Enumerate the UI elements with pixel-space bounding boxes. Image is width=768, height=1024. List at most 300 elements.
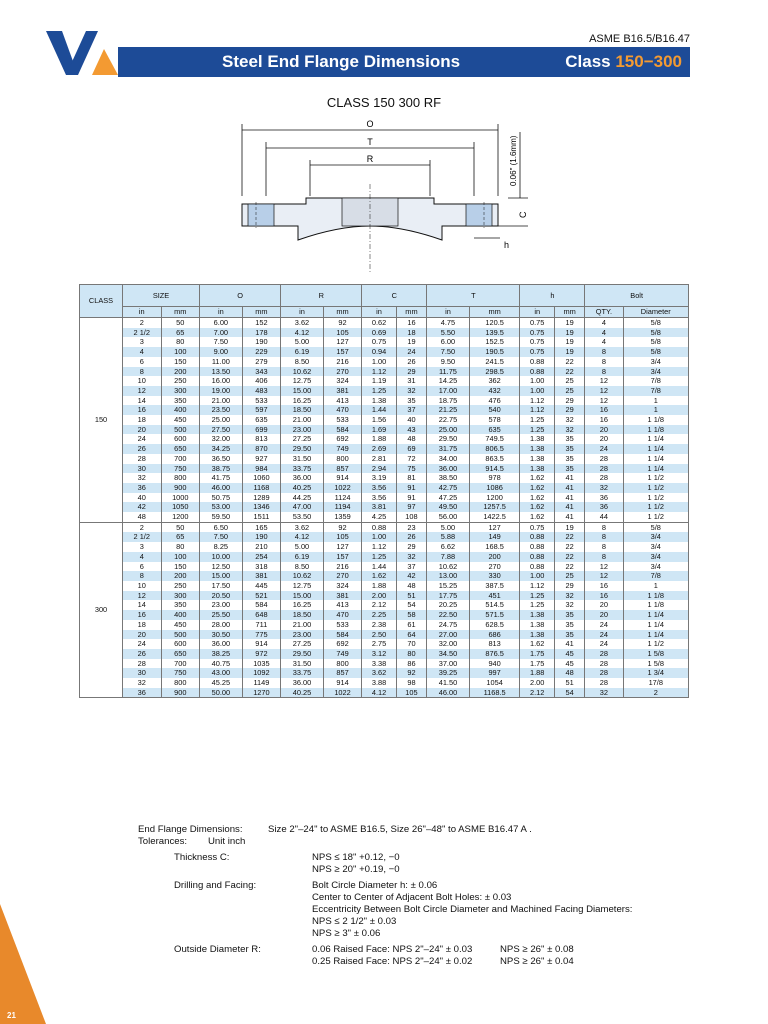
table-cell: 0.75 (520, 347, 554, 357)
table-cell: 2.81 (362, 454, 396, 464)
dim-label-o: O (366, 119, 374, 129)
table-cell: 45 (554, 649, 584, 659)
class-heading (565, 52, 682, 72)
table-cell: 46.00 (427, 688, 470, 698)
table-cell: 3.38 (362, 659, 396, 669)
table-cell: 8.50 (281, 357, 324, 367)
table-cell: 178 (242, 328, 281, 338)
table-cell: 413 (323, 396, 362, 406)
table-cell: 6.19 (281, 552, 324, 562)
table-cell: 533 (323, 620, 362, 630)
table-cell: 21.00 (200, 396, 243, 406)
table-cell: 0.88 (520, 532, 554, 542)
table-cell: 1.62 (520, 483, 554, 493)
table-cell: 8 (585, 367, 623, 377)
table-row (80, 639, 689, 649)
unit-header: Diameter (623, 307, 688, 318)
table-cell: 190.5 (469, 347, 520, 357)
table-cell: 1.00 (362, 532, 396, 542)
table-cell: 40 (396, 415, 426, 425)
table-cell: 20 (585, 425, 623, 435)
table-cell: 650 (161, 444, 200, 454)
table-cell: 16.25 (281, 600, 324, 610)
note-od-1b: NPS ≥ 26" ± 0.08 (500, 944, 574, 955)
table-cell: 1.62 (520, 502, 554, 512)
table-cell: 92 (396, 668, 426, 678)
note-drilling-4: NPS ≤ 2 1/2" ± 0.03 (312, 916, 397, 927)
table-cell: 16 (123, 405, 162, 415)
table-cell: 997 (469, 668, 520, 678)
table-cell: 1 (623, 396, 688, 406)
table-cell: 1.44 (362, 405, 396, 415)
table-cell: 3.12 (362, 649, 396, 659)
table-cell: 50 (161, 522, 200, 532)
table-cell: 750 (161, 668, 200, 678)
unit-header: in (281, 307, 324, 318)
table-cell: 19 (554, 318, 584, 328)
table-cell: 5/8 (623, 337, 688, 347)
table-cell: 98 (396, 678, 426, 688)
table-cell: 50.00 (200, 688, 243, 698)
table-cell: 1.25 (520, 415, 554, 425)
table-cell: 406 (242, 376, 281, 386)
table-cell: 13.00 (427, 571, 470, 581)
table-cell: 80 (161, 337, 200, 347)
table-cell: 64 (396, 630, 426, 640)
table-cell: 571.5 (469, 610, 520, 620)
table-cell: 12 (123, 386, 162, 396)
table-cell: 26 (396, 357, 426, 367)
table-cell: 1.69 (362, 425, 396, 435)
table-cell: 54 (396, 600, 426, 610)
table-cell: 1.38 (520, 464, 554, 474)
table-cell: 7/8 (623, 376, 688, 386)
table-cell: 8 (585, 552, 623, 562)
table-cell: 711 (242, 620, 281, 630)
table-cell: 210 (242, 542, 281, 552)
table-row (80, 434, 689, 444)
table-cell: 5.00 (281, 542, 324, 552)
table-cell: 241.5 (469, 357, 520, 367)
unit-header: mm (554, 307, 584, 318)
table-cell: 44 (585, 512, 623, 522)
col-group-bolt: Bolt (585, 285, 689, 307)
table-cell: 1 (623, 581, 688, 591)
table-cell: 3/4 (623, 357, 688, 367)
table-cell: 298.5 (469, 367, 520, 377)
note-od-2a: 0.25 Raised Face: NPS 2"–24" ± 0.02 (312, 956, 473, 967)
page-number: 21 (7, 1011, 16, 1020)
table-cell: 18.50 (281, 610, 324, 620)
page-title: Steel End Flange Dimensions (222, 52, 461, 71)
table-cell: 15.00 (200, 571, 243, 581)
corner-decoration (0, 904, 46, 1024)
table-cell: 35 (554, 630, 584, 640)
table-cell: 28 (585, 464, 623, 474)
table-cell: 32.00 (427, 639, 470, 649)
table-cell: 91 (396, 493, 426, 503)
table-cell: 5/8 (623, 328, 688, 338)
table-cell: 36.00 (427, 464, 470, 474)
table-cell: 37 (396, 562, 426, 572)
table-cell: 165 (242, 522, 281, 532)
table-cell: 15.00 (281, 591, 324, 601)
table-row (80, 649, 689, 659)
table-cell: 80 (396, 649, 426, 659)
table-cell: 26 (123, 444, 162, 454)
table-cell: 4 (123, 347, 162, 357)
table-cell: 1511 (242, 512, 281, 522)
table-cell: 24 (396, 347, 426, 357)
table-cell: 16 (585, 415, 623, 425)
table-row (80, 542, 689, 552)
table-cell: 20 (585, 434, 623, 444)
table-cell: 20 (585, 610, 623, 620)
table-cell: 190 (242, 337, 281, 347)
table-row (80, 473, 689, 483)
table-cell: 857 (323, 668, 362, 678)
table-row (80, 318, 689, 328)
table-cell: 32.00 (200, 434, 243, 444)
table-cell: 600 (161, 434, 200, 444)
table-cell: 3/4 (623, 367, 688, 377)
table-cell: 3.19 (362, 473, 396, 483)
table-cell: 10.62 (281, 571, 324, 581)
table-cell: 900 (161, 688, 200, 698)
table-cell: 18.75 (427, 396, 470, 406)
table-cell: 32 (396, 386, 426, 396)
table-cell: 1 1/2 (623, 483, 688, 493)
table-cell: 19.00 (200, 386, 243, 396)
table-cell: 100 (161, 552, 200, 562)
table-cell: 1.44 (362, 562, 396, 572)
table-cell: 69 (396, 444, 426, 454)
table-cell: 36.00 (281, 678, 324, 688)
table-cell: 350 (161, 396, 200, 406)
table-cell: 0.88 (520, 357, 554, 367)
table-cell: 23.00 (281, 630, 324, 640)
table-cell: 324 (323, 581, 362, 591)
table-cell: 29 (554, 405, 584, 415)
table-cell: 40.25 (281, 688, 324, 698)
unit-header: mm (469, 307, 520, 318)
table-cell: 23.50 (200, 405, 243, 415)
table-cell: 40.75 (200, 659, 243, 669)
table-cell: 0.88 (520, 542, 554, 552)
table-cell: 42 (123, 502, 162, 512)
table-cell: 4.75 (427, 318, 470, 328)
standard-label: ASME B16.5/B16.47 (589, 33, 690, 45)
table-cell: 650 (161, 649, 200, 659)
figure-title: CLASS 150 300 RF (326, 95, 442, 110)
table-cell: 46.00 (200, 483, 243, 493)
table-cell: 19 (396, 337, 426, 347)
table-cell: 940 (469, 659, 520, 669)
table-cell: 270 (323, 571, 362, 581)
table-cell: 1086 (469, 483, 520, 493)
table-cell: 28 (585, 659, 623, 669)
table-cell: 4 (585, 328, 623, 338)
table-cell: 1194 (323, 502, 362, 512)
table-cell: 972 (242, 649, 281, 659)
table-cell: 150 (161, 357, 200, 367)
unit-header: QTY. (585, 307, 623, 318)
table-cell: 1.19 (362, 376, 396, 386)
table-cell: 29 (396, 367, 426, 377)
table-cell: 300 (161, 591, 200, 601)
table-cell: 12 (585, 571, 623, 581)
table-cell: 343 (242, 367, 281, 377)
table-cell: 19 (554, 337, 584, 347)
table-cell: 24 (585, 620, 623, 630)
table-cell: 1 1/4 (623, 434, 688, 444)
table-cell: 29 (396, 542, 426, 552)
table-cell: 36 (123, 483, 162, 493)
table-cell: 3.56 (362, 483, 396, 493)
table-cell: 584 (323, 425, 362, 435)
table-cell: 6.62 (427, 542, 470, 552)
table-cell: 8.25 (200, 542, 243, 552)
table-cell: 157 (323, 347, 362, 357)
table-cell: 1346 (242, 502, 281, 512)
table-cell: 914 (323, 678, 362, 688)
table-cell: 38.25 (200, 649, 243, 659)
table-cell: 127 (323, 542, 362, 552)
table-cell: 692 (323, 434, 362, 444)
table-cell: 30 (123, 668, 162, 678)
table-cell: 36 (123, 688, 162, 698)
table-cell: 1 1/8 (623, 600, 688, 610)
note-end-flange-label: End Flange Dimensions: (138, 824, 243, 835)
table-cell: 0.75 (520, 337, 554, 347)
table-cell: 41 (554, 639, 584, 649)
table-cell: 3.81 (362, 502, 396, 512)
table-cell: 381 (242, 571, 281, 581)
table-cell: 1.12 (362, 367, 396, 377)
table-cell: 27.50 (200, 425, 243, 435)
table-cell: 32 (585, 483, 623, 493)
table-cell: 4.12 (281, 532, 324, 542)
table-cell: 16 (585, 405, 623, 415)
table-cell: 699 (242, 425, 281, 435)
table-cell: 39.25 (427, 668, 470, 678)
table-cell: 15.00 (281, 386, 324, 396)
table-cell: 1.62 (520, 493, 554, 503)
table-cell: 1.62 (520, 639, 554, 649)
table-cell: 1 1/8 (623, 591, 688, 601)
table-cell: 28 (123, 454, 162, 464)
table-cell: 20 (585, 600, 623, 610)
table-cell: 18 (123, 415, 162, 425)
table-cell: 100 (161, 347, 200, 357)
table-cell: 749 (323, 444, 362, 454)
table-cell: 36 (585, 502, 623, 512)
table-cell: 17.00 (427, 386, 470, 396)
table-cell: 28 (123, 659, 162, 669)
table-cell: 43.00 (200, 668, 243, 678)
table-cell: 19 (554, 522, 584, 532)
table-cell: 35 (554, 464, 584, 474)
table-cell: 700 (161, 454, 200, 464)
table-cell: 6 (123, 562, 162, 572)
table-row (80, 659, 689, 669)
table-cell: 12 (585, 376, 623, 386)
table-cell: 12 (123, 591, 162, 601)
table-cell: 1.25 (362, 386, 396, 396)
table-cell: 47.25 (427, 493, 470, 503)
table-cell: 16 (396, 318, 426, 328)
table-cell: 8 (585, 532, 623, 542)
col-group-o: O (200, 285, 281, 307)
table-cell: 22 (554, 562, 584, 572)
table-cell: 7.50 (200, 532, 243, 542)
table-cell: 32 (123, 473, 162, 483)
table-cell: 800 (161, 473, 200, 483)
table-cell: 35 (554, 444, 584, 454)
table-cell: 105 (323, 328, 362, 338)
note-thickness-label: Thickness C: (174, 852, 230, 863)
table-cell: 2.69 (362, 444, 396, 454)
table-cell: 25.50 (200, 610, 243, 620)
table-cell: 19 (554, 328, 584, 338)
table-cell: 229 (242, 347, 281, 357)
table-cell: 35 (554, 454, 584, 464)
table-cell: 127 (323, 337, 362, 347)
table-cell: 28 (585, 454, 623, 464)
table-cell: 1.38 (520, 610, 554, 620)
table-cell: 6.00 (200, 318, 243, 328)
unit-header: in (362, 307, 396, 318)
table-cell: 0.75 (520, 318, 554, 328)
table-cell: 9.50 (427, 357, 470, 367)
table-cell: 1 1/2 (623, 502, 688, 512)
table-cell: 14 (123, 600, 162, 610)
table-cell: 27.25 (281, 639, 324, 649)
table-cell: 31.50 (281, 659, 324, 669)
table-cell: 250 (161, 376, 200, 386)
table-cell: 37.00 (427, 659, 470, 669)
table-cell: 22 (554, 552, 584, 562)
unit-header: mm (323, 307, 362, 318)
table-cell: 1022 (323, 688, 362, 698)
dim-label-t: T (367, 137, 373, 147)
table-cell: 17.75 (427, 591, 470, 601)
table-cell: 1 1/8 (623, 425, 688, 435)
table-cell: 2.25 (362, 610, 396, 620)
table-cell: 48 (123, 512, 162, 522)
table-cell: 8 (585, 357, 623, 367)
table-cell: 1257.5 (469, 502, 520, 512)
table-row (80, 328, 689, 338)
note-drilling-5: NPS ≥ 3" ± 0.06 (312, 928, 381, 939)
table-cell: 521 (242, 591, 281, 601)
table-cell: 33.75 (281, 464, 324, 474)
table-cell: 12 (585, 562, 623, 572)
table-cell: 900 (161, 483, 200, 493)
table-cell: 80 (161, 542, 200, 552)
table-cell: 533 (323, 415, 362, 425)
table-cell: 381 (323, 591, 362, 601)
table-cell: 10 (123, 581, 162, 591)
table-cell: 254 (242, 552, 281, 562)
table-cell: 28 (585, 473, 623, 483)
table-cell: 22.75 (427, 415, 470, 425)
table-cell: 41.75 (200, 473, 243, 483)
table-cell: 2.12 (362, 600, 396, 610)
table-cell: 16.00 (200, 376, 243, 386)
dim-label-h: h (504, 240, 510, 250)
table-cell: 24 (585, 444, 623, 454)
table-cell: 32 (554, 425, 584, 435)
table-cell: 686 (469, 630, 520, 640)
table-cell: 34.50 (427, 649, 470, 659)
flange-drawing (238, 114, 528, 274)
table-cell: 1.12 (520, 396, 554, 406)
table-row (80, 415, 689, 425)
table-cell: 56.00 (427, 512, 470, 522)
table-cell: 470 (323, 610, 362, 620)
note-unit: Unit inch (208, 836, 246, 847)
table-cell: 51 (396, 591, 426, 601)
table-cell: 800 (323, 454, 362, 464)
table-cell: 927 (242, 454, 281, 464)
table-cell: 2.00 (362, 591, 396, 601)
table-cell: 7.50 (200, 337, 243, 347)
table-cell: 35 (554, 434, 584, 444)
table-cell: 24 (585, 639, 623, 649)
table-cell: 25.00 (200, 415, 243, 425)
table-cell: 635 (469, 425, 520, 435)
table-cell: 1.38 (520, 454, 554, 464)
table-cell: 628.5 (469, 620, 520, 630)
table-cell: 29.50 (281, 444, 324, 454)
table-cell: 38.50 (427, 473, 470, 483)
dim-label-r: R (366, 154, 374, 164)
table-cell: 1 1/8 (623, 415, 688, 425)
table-cell: 7/8 (623, 571, 688, 581)
table-row (80, 376, 689, 386)
table-cell: 200 (161, 571, 200, 581)
note-end-flange-value: Size 2"–24" to ASME B16.5, Size 26"–48" to ASME B16.47 A . (268, 824, 532, 835)
table-cell: 32 (554, 591, 584, 601)
table-cell: 86 (396, 659, 426, 669)
table-cell: 29 (554, 581, 584, 591)
table-cell: 32 (396, 552, 426, 562)
table-cell: 0.75 (362, 337, 396, 347)
table-cell: 1.00 (520, 571, 554, 581)
unit-header: in (123, 307, 162, 318)
table-row (80, 512, 689, 522)
table-cell: 11.75 (427, 367, 470, 377)
table-cell: 1.25 (362, 552, 396, 562)
table-cell: 1.00 (520, 376, 554, 386)
col-group-h: h (520, 285, 585, 307)
table-cell: 578 (469, 415, 520, 425)
table-cell: 41 (554, 512, 584, 522)
unit-header: mm (396, 307, 426, 318)
table-cell: 1022 (323, 483, 362, 493)
table-cell: 400 (161, 405, 200, 415)
table-cell: 23.00 (281, 425, 324, 435)
table-cell: 6.50 (200, 522, 243, 532)
table-cell: 749 (323, 649, 362, 659)
table-cell: 31.75 (427, 444, 470, 454)
table-cell: 6 (123, 357, 162, 367)
table-cell: 1168.5 (469, 688, 520, 698)
table-cell: 0.88 (520, 562, 554, 572)
table-row (80, 571, 689, 581)
table-cell: 12.75 (281, 581, 324, 591)
